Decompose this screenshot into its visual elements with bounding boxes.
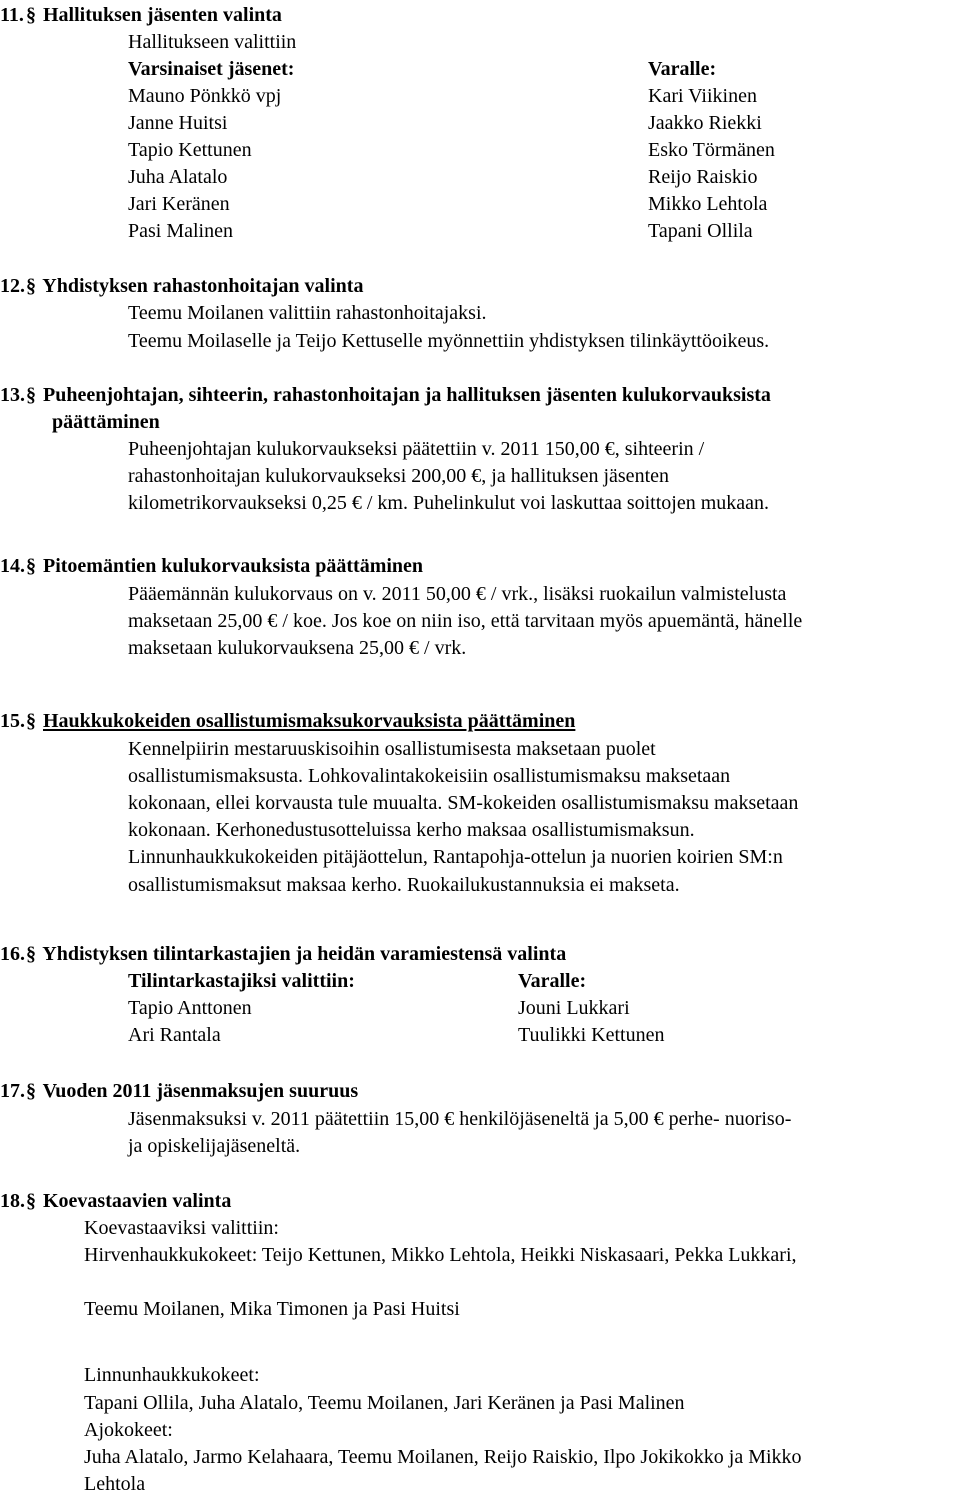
section-16-heading (0, 943, 566, 965)
s18-hirvenhaukku-line: Teemu Moilanen, Mika Timonen ja Pasi Huitsi (84, 1298, 460, 1320)
s15-text-line: osallistumismaksut maksaa kerho. Ruokailukustannuksia ei makseta. (128, 874, 680, 896)
s16-auditors-heading: Tilintarkastajiksi valittiin: (128, 970, 355, 992)
s18-ajokokeet-heading: Ajokokeet: (84, 1419, 173, 1441)
s18-intro: Koevastaaviksi valittiin: (84, 1217, 279, 1239)
section-sign: § (26, 555, 36, 577)
s11-deputy: Kari Viikinen (648, 85, 757, 107)
section-11-heading (0, 4, 282, 26)
section-number: 16. (0, 943, 25, 965)
section-title: Hallituksen jäsenten valinta (43, 4, 282, 26)
s13-text-line: rahastonhoitajan kulukorvaukseksi 200,00 €, ja hallituksen jäsenten (128, 465, 669, 487)
section-sign: § (26, 943, 36, 965)
s15-text-line: kokonaan. Kerhonedustusotteluissa kerho maksaa osallistumismaksun. (128, 819, 695, 841)
s11-deputy: Esko Törmänen (648, 139, 775, 161)
s16-auditor: Ari Rantala (128, 1024, 221, 1046)
s15-text-line: osallistumismaksusta. Lohkovalintakokeisiin osallistumismaksu maksetaan (128, 765, 731, 787)
s11-deputy: Reijo Raiskio (648, 166, 758, 188)
s17-text-line: Jäsenmaksuksi v. 2011 päätettiin 15,00 € henkilöjäseneltä ja 5,00 € perhe- nuoriso- (128, 1108, 792, 1130)
s18-hirvenhaukku-line: Hirvenhaukkukokeet: Teijo Kettunen, Mikko Lehtola, Heikki Niskasaari, Pekka Lukkari, (84, 1244, 797, 1266)
s14-text-line: Pääemännän kulukorvaus on v. 2011 50,00 € / vrk., lisäksi ruokailun valmistelusta (128, 583, 787, 605)
s16-deputy: Tuulikki Kettunen (518, 1024, 665, 1046)
section-title: Haukkukokeiden osallistumismaksukorvauksista päättäminen (43, 710, 576, 732)
s14-text-line: maksetaan 25,00 € / koe. Jos koe on niin iso, että tarvitaan myös apuemäntä, hänelle (128, 610, 803, 632)
s11-members-heading: Varsinaiset jäsenet: (128, 58, 295, 80)
s15-text-line: kokonaan, ellei korvausta tule muualta. SM-kokeiden osallistumismaksu maksetaan (128, 792, 799, 814)
section-sign: § (26, 710, 36, 732)
section-number: 15. (0, 710, 25, 732)
section-sign: § (26, 1190, 36, 1212)
s18-ajokokeet-line: Lehtola (84, 1473, 146, 1495)
section-15-heading (0, 710, 575, 732)
s18-linnunhaukku-names: Tapani Ollila, Juha Alatalo, Teemu Moilanen, Jari Keränen ja Pasi Malinen (84, 1392, 685, 1414)
s11-member: Pasi Malinen (128, 220, 233, 242)
section-17-heading (0, 1080, 358, 1102)
section-18-heading (0, 1190, 231, 1212)
section-13-heading (0, 384, 771, 406)
s17-text-line: ja opiskelijajäseneltä. (128, 1135, 301, 1157)
section-number: 17. (0, 1080, 25, 1102)
section-title: Yhdistyksen tilintarkastajien ja heidän varamiestensä valinta (42, 943, 567, 965)
s16-deputy: Jouni Lukkari (518, 997, 630, 1019)
section-sign: § (26, 275, 36, 297)
s14-text-line: maksetaan kulukorvauksena 25,00 € / vrk. (128, 637, 467, 659)
section-number: 14. (0, 555, 25, 577)
s11-member: Mauno Pönkkö vpj (128, 85, 282, 107)
section-sign: § (26, 1080, 36, 1102)
s13-text-line: Puheenjohtajan kulukorvaukseksi päätettiin v. 2011 150,00 €, sihteerin / (128, 438, 705, 460)
section-title: Pitoemäntien kulukorvauksista päättäminen (43, 555, 424, 577)
s11-member: Tapio Kettunen (128, 139, 252, 161)
section-13-title-cont: päättäminen (52, 411, 160, 433)
s11-member: Juha Alatalo (128, 166, 228, 188)
section-title: Vuoden 2011 jäsenmaksujen suuruus (42, 1080, 359, 1102)
s11-member: Janne Huitsi (128, 112, 228, 134)
s16-deputies-heading: Varalle: (518, 970, 587, 992)
s15-text-line: Linnunhaukkukokeiden pitäjäottelun, Rantapohja-ottelun ja nuorien koirien SM:n (128, 846, 783, 868)
s12-text-line: Teemu Moilanen valittiin rahastonhoitajaksi. (128, 302, 487, 324)
s12-text-line: Teemu Moilaselle ja Teijo Kettuselle myönnettiin yhdistyksen tilinkäyttöoikeus. (128, 330, 770, 352)
s18-ajokokeet-line: Juha Alatalo, Jarmo Kelahaara, Teemu Moilanen, Reijo Raiskio, Ilpo Jokikokko ja Mikko (84, 1446, 802, 1468)
section-number: 11. (0, 4, 24, 26)
section-title: Puheenjohtajan, sihteerin, rahastonhoitajan ja hallituksen jäsenten kulukorvauksista (43, 384, 771, 406)
section-sign: § (26, 4, 36, 26)
s11-deputy: Jaakko Riekki (648, 112, 762, 134)
s16-auditor: Tapio Anttonen (128, 997, 252, 1019)
section-sign: § (26, 384, 36, 406)
section-number: 12. (0, 275, 25, 297)
section-12-heading (0, 275, 363, 297)
section-title: Yhdistyksen rahastonhoitajan valinta (42, 275, 364, 297)
section-number: 18. (0, 1190, 25, 1212)
s18-linnunhaukku-heading: Linnunhaukkukokeet: (84, 1364, 260, 1386)
section-title: Koevastaavien valinta (43, 1190, 232, 1212)
section-14-heading (0, 555, 423, 577)
s11-deputy: Tapani Ollila (648, 220, 753, 242)
s11-intro: Hallitukseen valittiin (128, 31, 297, 53)
s13-text-line: kilometrikorvaukseksi 0,25 € / km. Puhelinkulut voi laskuttaa soittojen mukaan. (128, 492, 770, 514)
s11-member: Jari Keränen (128, 193, 230, 215)
s11-deputies-heading: Varalle: (648, 58, 717, 80)
s15-text-line: Kennelpiirin mestaruuskisoihin osallistumisesta maksetaan puolet (128, 738, 656, 760)
s11-deputy: Mikko Lehtola (648, 193, 768, 215)
section-number: 13. (0, 384, 25, 406)
